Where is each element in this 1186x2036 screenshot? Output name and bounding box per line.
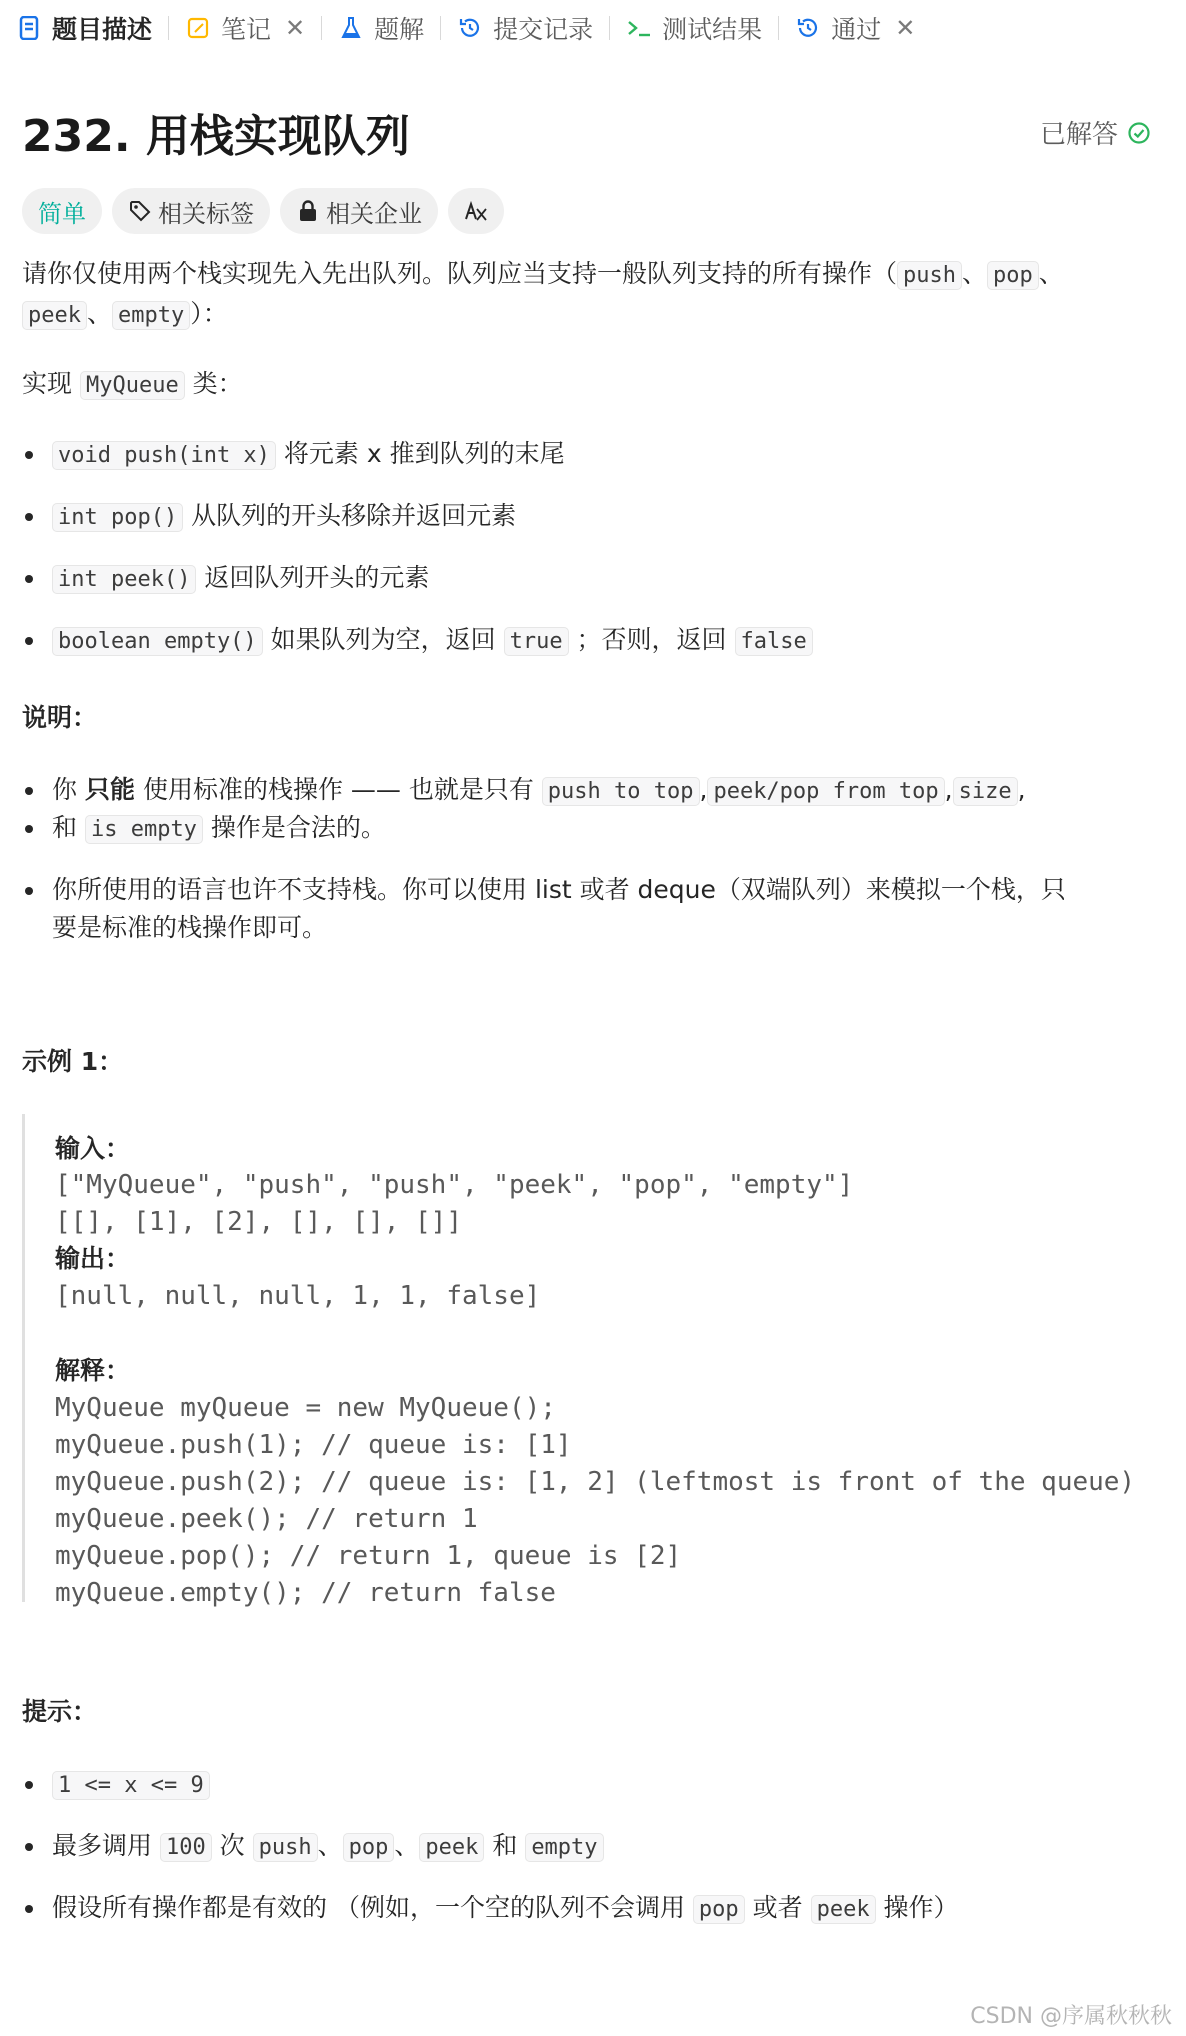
method-text: 将元素 x 推到队列的末尾 bbox=[283, 439, 565, 468]
flask-icon bbox=[338, 15, 364, 41]
inline-code: 1 <= x <= 9 bbox=[52, 1771, 210, 1800]
desc-sep: 、 bbox=[1038, 259, 1064, 288]
example-explain-line: MyQueue myQueue = new MyQueue(); bbox=[55, 1393, 556, 1423]
hint-sep: 、 bbox=[394, 1831, 420, 1860]
inline-code: int pop() bbox=[52, 503, 183, 532]
example-explain-line: myQueue.push(1); // queue is: [1] bbox=[55, 1430, 572, 1460]
list-item bbox=[52, 496, 516, 538]
note-comma: , bbox=[944, 775, 953, 804]
desc-text: 请你仅使用两个栈实现先入先出队列。队列应当支持一般队列支持的所有操作（ bbox=[22, 259, 898, 288]
tag-row bbox=[22, 188, 514, 234]
inline-code: boolean empty() bbox=[52, 627, 263, 656]
implement-text: 类： bbox=[192, 369, 243, 398]
example-heading: 示例 1： bbox=[22, 1047, 124, 1076]
description-icon bbox=[16, 15, 42, 41]
method-text: 如果队列为空，返回 bbox=[270, 625, 496, 654]
list-item bbox=[52, 870, 1066, 910]
inline-code: MyQueue bbox=[80, 371, 185, 400]
inline-code: void push(int x) bbox=[52, 441, 276, 470]
note-text: 你所使用的语言也许不支持栈。你可以使用 list 或者 deque（双端队列）来模拟一个栈，只 bbox=[52, 875, 1066, 904]
related-companies-label: 相关企业 bbox=[326, 199, 422, 228]
inline-code: empty bbox=[112, 301, 190, 330]
list-item bbox=[52, 1888, 959, 1930]
lock-icon bbox=[296, 199, 320, 223]
tab-notes[interactable] bbox=[185, 0, 305, 56]
tab-divider bbox=[168, 16, 169, 40]
solved-status bbox=[1040, 114, 1152, 151]
inline-code: size bbox=[953, 777, 1018, 806]
tab-label: 通过 bbox=[831, 15, 882, 44]
inline-code: push to top bbox=[542, 777, 700, 806]
list-item-cont bbox=[52, 808, 386, 850]
list-item bbox=[52, 558, 429, 600]
tab-divider bbox=[440, 16, 441, 40]
terminal-icon bbox=[626, 15, 652, 41]
inline-code: push bbox=[897, 261, 962, 290]
description-paragraph bbox=[22, 254, 1064, 296]
desc-text: ）： bbox=[190, 299, 228, 328]
note-icon bbox=[185, 15, 211, 41]
tab-accepted[interactable] bbox=[795, 0, 915, 56]
example-input-label: 输入： bbox=[55, 1134, 131, 1163]
related-tags-button[interactable] bbox=[112, 188, 270, 234]
tab-description[interactable] bbox=[16, 0, 152, 56]
list-item bbox=[52, 620, 813, 662]
tab-divider bbox=[778, 16, 779, 40]
inline-code: pop bbox=[693, 1895, 745, 1924]
note-comma: , bbox=[699, 775, 708, 804]
notes-heading: 说明： bbox=[22, 703, 98, 732]
tab-divider bbox=[321, 16, 322, 40]
inline-code: is empty bbox=[85, 815, 203, 844]
example-explain-line: myQueue.peek(); // return 1 bbox=[55, 1504, 478, 1534]
tab-test-results[interactable] bbox=[626, 0, 762, 56]
tab-submissions[interactable] bbox=[457, 0, 593, 56]
difficulty-badge[interactable]: 简单 bbox=[22, 188, 102, 234]
hint-sep: 、 bbox=[317, 1831, 343, 1860]
history-icon bbox=[795, 15, 821, 41]
hint-text: 操作） bbox=[883, 1893, 959, 1922]
example-explain-line: myQueue.empty(); // return false bbox=[55, 1578, 556, 1608]
hint-text: 或者 bbox=[752, 1893, 803, 1922]
example-input-line: [[], [1], [2], [], [], []] bbox=[55, 1207, 462, 1237]
watermark: CSDN @序属秋秋秋 bbox=[970, 2004, 1172, 2029]
method-text: 从队列的开头移除并返回元素 bbox=[191, 501, 517, 530]
list-item bbox=[52, 434, 565, 476]
hint-text: 次 bbox=[219, 1831, 245, 1860]
inline-code: pop bbox=[343, 1833, 395, 1862]
example-explain-line: myQueue.push(2); // queue is: [1, 2] (leftmost is front of the queue) bbox=[55, 1467, 1136, 1497]
example-output-label: 输出： bbox=[55, 1244, 131, 1273]
close-icon[interactable]: ✕ bbox=[285, 14, 306, 42]
tab-divider bbox=[609, 16, 610, 40]
tab-label: 测试结果 bbox=[662, 15, 763, 44]
related-companies-button[interactable] bbox=[280, 188, 438, 234]
history-icon bbox=[457, 15, 483, 41]
method-text: ；否则，返回 bbox=[576, 625, 727, 654]
inline-code: int peek() bbox=[52, 565, 196, 594]
example-explain-label: 解释： bbox=[55, 1356, 131, 1385]
translate-icon bbox=[464, 199, 488, 223]
hint-text: 最多调用 bbox=[52, 1831, 153, 1860]
note-text: 和 bbox=[52, 813, 78, 842]
inline-code: pop bbox=[987, 261, 1039, 290]
tab-label: 笔记 bbox=[221, 15, 272, 44]
list-item bbox=[52, 770, 1026, 812]
inline-code: push bbox=[253, 1833, 318, 1862]
tab-label: 题目描述 bbox=[52, 15, 153, 44]
tab-bar bbox=[0, 0, 1186, 56]
list-item-cont bbox=[52, 908, 327, 948]
solved-label: 已解答 bbox=[1039, 120, 1118, 150]
implement-line bbox=[22, 364, 243, 406]
note-text: 你 bbox=[52, 775, 78, 804]
close-icon[interactable]: ✕ bbox=[895, 14, 916, 42]
hint-text: 假设所有操作都是有效的 （例如，一个空的队列不会调用 bbox=[52, 1893, 685, 1922]
example-output-line: [null, null, null, 1, 1, false] bbox=[55, 1281, 541, 1311]
example-explain-line: myQueue.pop(); // return 1, queue is [2] bbox=[55, 1541, 682, 1571]
inline-code: empty bbox=[525, 1833, 603, 1862]
tab-label: 题解 bbox=[374, 15, 425, 44]
inline-code: 100 bbox=[160, 1833, 212, 1862]
hints-heading: 提示： bbox=[22, 1697, 98, 1726]
list-item bbox=[52, 1764, 210, 1806]
inline-code: peek/pop from top bbox=[707, 777, 944, 806]
desc-sep: 、 bbox=[962, 259, 988, 288]
note-bold: 只能 bbox=[84, 775, 135, 804]
related-tags-label: 相关标签 bbox=[158, 199, 254, 228]
inline-code: false bbox=[735, 627, 813, 656]
problem-title[interactable]: 232. 用栈实现队列 bbox=[22, 111, 410, 162]
check-circle-icon bbox=[1126, 120, 1152, 146]
note-text: 操作是合法的。 bbox=[210, 813, 386, 842]
implement-text: 实现 bbox=[22, 369, 73, 398]
note-comma: , bbox=[1017, 775, 1026, 804]
inline-code: peek bbox=[811, 1895, 876, 1924]
inline-code: true bbox=[504, 627, 569, 656]
translate-button[interactable] bbox=[448, 188, 504, 234]
example-block bbox=[22, 1114, 1162, 1608]
title-row bbox=[22, 100, 1152, 170]
hint-text: 和 bbox=[492, 1831, 518, 1860]
description-paragraph-cont bbox=[22, 294, 228, 336]
method-text: 返回队列开头的元素 bbox=[204, 563, 430, 592]
list-item bbox=[52, 1826, 604, 1868]
example-input-line: ["MyQueue", "push", "push", "peek", "pop", "empty"] bbox=[55, 1170, 854, 1200]
tab-solutions[interactable] bbox=[338, 0, 424, 56]
inline-code: peek bbox=[22, 301, 87, 330]
note-text: 使用标准的栈操作 —— 也就是只有 bbox=[142, 775, 534, 804]
note-text: 要是标准的栈操作即可。 bbox=[52, 913, 328, 942]
tag-icon bbox=[128, 199, 152, 223]
desc-sep: 、 bbox=[86, 299, 112, 328]
inline-code: peek bbox=[419, 1833, 484, 1862]
tab-label: 提交记录 bbox=[493, 15, 594, 44]
